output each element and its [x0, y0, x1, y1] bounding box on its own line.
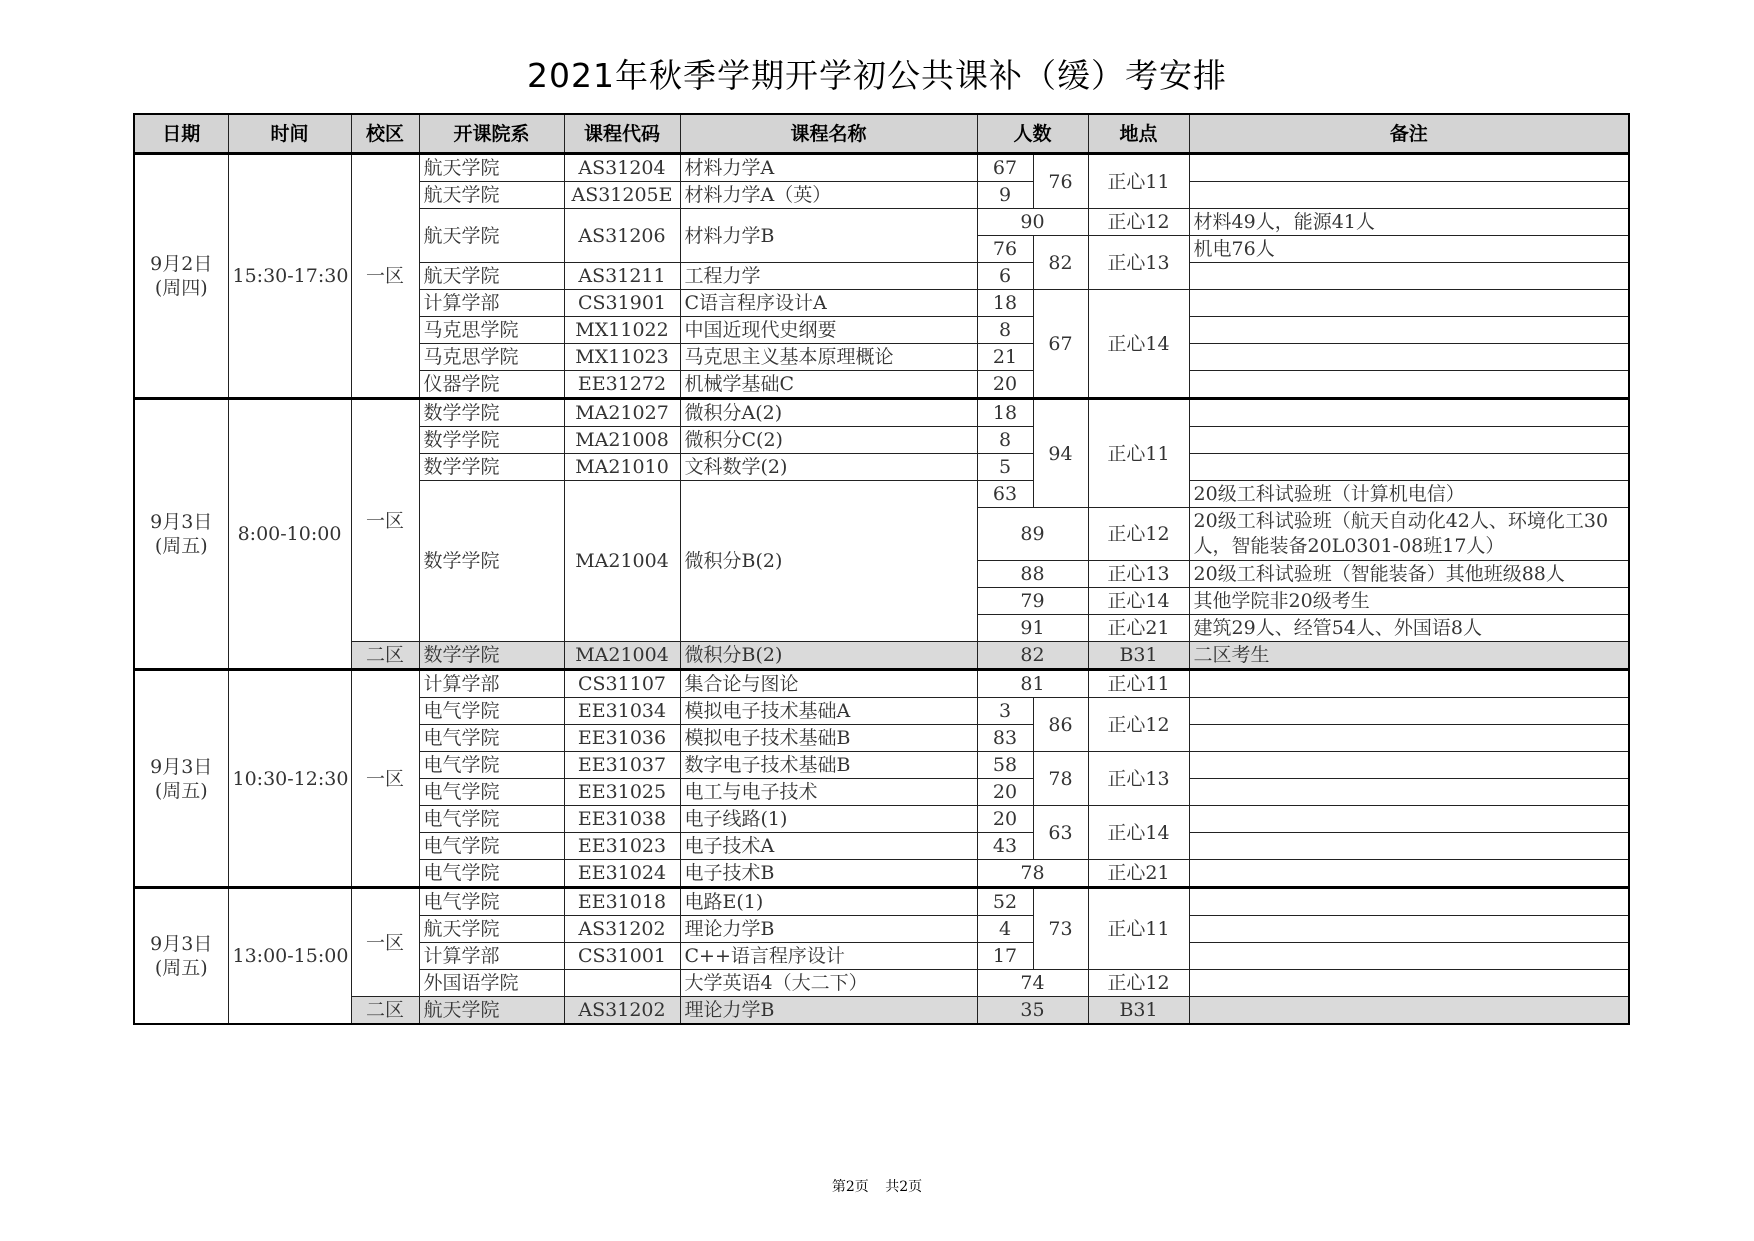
code-cell: MA21027 — [564, 399, 680, 427]
date: 9月3日 — [150, 933, 213, 955]
code-cell: CS31107 — [564, 670, 680, 698]
total-cell: 86 — [1033, 698, 1088, 752]
code-cell — [564, 970, 680, 997]
note-cell — [1189, 833, 1629, 860]
header-dept: 开课院系 — [419, 114, 564, 154]
campus-cell: 一区 — [351, 670, 419, 888]
note-cell: 其他学院非20级考生 — [1189, 588, 1629, 615]
code-cell: AS31202 — [564, 997, 680, 1025]
note-cell — [1189, 427, 1629, 454]
page-number: 第2页 — [831, 1179, 869, 1195]
count-cell: 18 — [977, 290, 1033, 317]
course-cell: 电子技术A — [680, 833, 977, 860]
note-cell — [1189, 888, 1629, 916]
header-code: 课程代码 — [564, 114, 680, 154]
dept-cell: 电气学院 — [419, 698, 564, 725]
course-cell: 模拟电子技术基础A — [680, 698, 977, 725]
table-row — [134, 997, 1629, 1025]
note-cell: 建筑29人、经管54人、外国语8人 — [1189, 615, 1629, 642]
room-cell: 正心13 — [1088, 236, 1189, 290]
campus-cell: 一区 — [351, 399, 419, 642]
room-cell: 正心13 — [1088, 561, 1189, 588]
dept-cell: 电气学院 — [419, 752, 564, 779]
dept-cell: 马克思学院 — [419, 317, 564, 344]
note-cell — [1189, 454, 1629, 481]
weekday: (周五) — [154, 779, 208, 802]
count-cell: 76 — [977, 236, 1033, 263]
course-cell: 材料力学A（英） — [680, 182, 977, 209]
count-cell: 90 — [977, 209, 1088, 236]
header-time: 时间 — [228, 114, 351, 154]
code-cell: MX11023 — [564, 344, 680, 371]
count-cell: 20 — [977, 779, 1033, 806]
code-cell: EE31025 — [564, 779, 680, 806]
room-cell: 正心11 — [1088, 888, 1189, 970]
course-cell: 数字电子技术基础B — [680, 752, 977, 779]
table-row — [134, 399, 1629, 427]
course-cell: 微积分C(2) — [680, 427, 977, 454]
dept-cell: 电气学院 — [419, 888, 564, 916]
count-cell: 63 — [977, 481, 1033, 508]
note-cell: 20级工科试验班（智能装备）其他班级88人 — [1189, 561, 1629, 588]
room-cell: 正心14 — [1088, 290, 1189, 399]
course-cell: 模拟电子技术基础B — [680, 725, 977, 752]
weekday: (周四) — [154, 277, 208, 299]
count-cell: 20 — [977, 806, 1033, 833]
page-total: 共2页 — [885, 1179, 923, 1195]
dept-cell: 计算学部 — [419, 943, 564, 970]
room-cell: 正心12 — [1088, 209, 1189, 236]
total-cell: 78 — [1033, 752, 1088, 806]
code-cell: MX11022 — [564, 317, 680, 344]
note-cell — [1189, 997, 1629, 1025]
course-cell: 电工与电子技术 — [680, 779, 977, 806]
room-cell: 正心21 — [1088, 860, 1189, 888]
room-cell: 正心12 — [1088, 508, 1189, 561]
count-cell: 81 — [977, 670, 1088, 698]
count-cell: 82 — [977, 642, 1088, 670]
exam-schedule-table — [133, 113, 1630, 1025]
dept-cell: 航天学院 — [419, 209, 564, 263]
count-cell: 35 — [977, 997, 1088, 1025]
count-cell: 8 — [977, 317, 1033, 344]
campus-cell: 二区 — [351, 642, 419, 670]
dept-cell: 电气学院 — [419, 779, 564, 806]
time-cell: 10:30-12:30 — [228, 670, 351, 888]
code-cell: AS31204 — [564, 154, 680, 182]
count-cell: 52 — [977, 888, 1033, 916]
note-cell — [1189, 344, 1629, 371]
room-cell: 正心11 — [1088, 670, 1189, 698]
note-cell: 二区考生 — [1189, 642, 1629, 670]
date: 9月3日 — [150, 511, 213, 533]
course-cell: C语言程序设计A — [680, 290, 977, 317]
course-cell: 电路E(1) — [680, 888, 977, 916]
dept-cell: 数学学院 — [419, 642, 564, 670]
course-cell: 材料力学B — [680, 209, 977, 263]
campus-cell: 二区 — [351, 997, 419, 1025]
header-date: 日期 — [134, 114, 228, 154]
note-cell — [1189, 263, 1629, 290]
course-cell: 微积分A(2) — [680, 399, 977, 427]
note-cell: 材料49人，能源41人 — [1189, 209, 1629, 236]
note-cell — [1189, 670, 1629, 698]
code-cell: EE31034 — [564, 698, 680, 725]
note-cell — [1189, 154, 1629, 182]
page-footer — [0, 1176, 1754, 1196]
code-cell: EE31037 — [564, 752, 680, 779]
course-cell: 马克思主义基本原理概论 — [680, 344, 977, 371]
course-cell: 机械学基础C — [680, 371, 977, 399]
date-cell — [134, 154, 228, 399]
weekday: (周五) — [154, 535, 208, 557]
date-cell — [134, 399, 228, 670]
note-cell — [1189, 698, 1629, 725]
note-cell: 机电76人 — [1189, 236, 1629, 263]
count-cell: 18 — [977, 399, 1033, 427]
dept-cell: 外国语学院 — [419, 970, 564, 997]
note-cell — [1189, 371, 1629, 399]
dept-cell: 电气学院 — [419, 725, 564, 752]
dept-cell: 航天学院 — [419, 182, 564, 209]
header-course: 课程名称 — [680, 114, 977, 154]
count-cell: 20 — [977, 371, 1033, 399]
code-cell: EE31024 — [564, 860, 680, 888]
note-cell: 20级工科试验班（航天自动化42人、环境化工30人，智能装备20L0301-08班17人） — [1189, 508, 1629, 561]
count-cell: 89 — [977, 508, 1088, 561]
code-cell: CS31001 — [564, 943, 680, 970]
header-room: 地点 — [1088, 114, 1189, 154]
dept-cell: 仪器学院 — [419, 371, 564, 399]
code-cell: EE31023 — [564, 833, 680, 860]
note-cell — [1189, 752, 1629, 779]
header-count: 人数 — [977, 114, 1088, 154]
room-cell: 正心21 — [1088, 615, 1189, 642]
code-cell: AS31202 — [564, 916, 680, 943]
header-note: 备注 — [1189, 114, 1629, 154]
dept-cell: 数学学院 — [419, 454, 564, 481]
course-cell: 微积分B(2) — [680, 481, 977, 642]
room-cell: 正心12 — [1088, 698, 1189, 752]
note-cell — [1189, 970, 1629, 997]
header-campus: 校区 — [351, 114, 419, 154]
date: 9月2日 — [150, 253, 213, 275]
note-cell — [1189, 806, 1629, 833]
room-cell: 正心14 — [1088, 806, 1189, 860]
count-cell: 6 — [977, 263, 1033, 290]
count-cell: 5 — [977, 454, 1033, 481]
count-cell: 91 — [977, 615, 1088, 642]
time-cell: 13:00-15:00 — [228, 888, 351, 1025]
room-cell: B31 — [1088, 997, 1189, 1025]
dept-cell: 航天学院 — [419, 263, 564, 290]
course-cell: 材料力学A — [680, 154, 977, 182]
dept-cell: 马克思学院 — [419, 344, 564, 371]
code-cell: AS31206 — [564, 209, 680, 263]
course-cell: 理论力学B — [680, 997, 977, 1025]
total-cell: 73 — [1033, 888, 1088, 970]
note-cell — [1189, 399, 1629, 427]
course-cell: 中国近现代史纲要 — [680, 317, 977, 344]
room-cell: 正心11 — [1088, 399, 1189, 508]
count-cell: 83 — [977, 725, 1033, 752]
note-cell — [1189, 290, 1629, 317]
total-cell: 94 — [1033, 399, 1088, 508]
note-cell — [1189, 317, 1629, 344]
time-cell: 15:30-17:30 — [228, 154, 351, 399]
count-cell: 17 — [977, 943, 1033, 970]
dept-cell: 电气学院 — [419, 860, 564, 888]
count-cell: 3 — [977, 698, 1033, 725]
code-cell: AS31211 — [564, 263, 680, 290]
code-cell: MA21008 — [564, 427, 680, 454]
total-cell: 82 — [1033, 236, 1088, 290]
dept-cell: 数学学院 — [419, 481, 564, 642]
code-cell: EE31036 — [564, 725, 680, 752]
note-cell — [1189, 916, 1629, 943]
course-cell: 电子线路(1) — [680, 806, 977, 833]
weekday: (周五) — [154, 957, 208, 979]
count-cell: 58 — [977, 752, 1033, 779]
code-cell: AS31205E — [564, 182, 680, 209]
course-cell: 微积分B(2) — [680, 642, 977, 670]
code-cell: MA21004 — [564, 642, 680, 670]
room-cell: 正心12 — [1088, 970, 1189, 997]
table-row — [134, 888, 1629, 916]
date: 9月3日 — [150, 755, 213, 778]
code-cell: CS31901 — [564, 290, 680, 317]
room-cell: B31 — [1088, 642, 1189, 670]
note-cell: 20级工科试验班（计算机电信） — [1189, 481, 1629, 508]
code-cell: EE31272 — [564, 371, 680, 399]
total-cell: 67 — [1033, 290, 1088, 399]
count-cell: 79 — [977, 588, 1088, 615]
dept-cell: 电气学院 — [419, 806, 564, 833]
total-cell: 63 — [1033, 806, 1088, 860]
code-cell: MA21010 — [564, 454, 680, 481]
campus-cell: 一区 — [351, 888, 419, 997]
count-cell: 88 — [977, 561, 1088, 588]
count-cell: 9 — [977, 182, 1033, 209]
dept-cell: 电气学院 — [419, 833, 564, 860]
count-cell: 74 — [977, 970, 1088, 997]
course-cell: 电子技术B — [680, 860, 977, 888]
room-cell: 正心13 — [1088, 752, 1189, 806]
code-cell: EE31038 — [564, 806, 680, 833]
course-cell: 文科数学(2) — [680, 454, 977, 481]
code-cell: EE31018 — [564, 888, 680, 916]
table-row — [134, 670, 1629, 698]
page-title: 2021年秋季学期开学初公共课补（缓）考安排 — [527, 56, 1227, 95]
note-cell — [1189, 725, 1629, 752]
count-cell: 67 — [977, 154, 1033, 182]
note-cell — [1189, 779, 1629, 806]
code-cell: MA21004 — [564, 481, 680, 642]
count-cell: 8 — [977, 427, 1033, 454]
campus-cell: 一区 — [351, 154, 419, 399]
room-cell: 正心11 — [1088, 154, 1189, 209]
note-cell — [1189, 943, 1629, 970]
dept-cell: 航天学院 — [419, 997, 564, 1025]
table-row — [134, 154, 1629, 182]
count-cell: 78 — [977, 860, 1088, 888]
course-cell: 工程力学 — [680, 263, 977, 290]
count-cell: 43 — [977, 833, 1033, 860]
dept-cell: 航天学院 — [419, 154, 564, 182]
note-cell — [1189, 860, 1629, 888]
dept-cell: 计算学部 — [419, 290, 564, 317]
course-cell: 理论力学B — [680, 916, 977, 943]
table-row — [134, 642, 1629, 670]
count-cell: 4 — [977, 916, 1033, 943]
course-cell: 大学英语4（大二下） — [680, 970, 977, 997]
course-cell: C++语言程序设计 — [680, 943, 977, 970]
header-row — [134, 114, 1629, 154]
dept-cell: 计算学部 — [419, 670, 564, 698]
course-cell: 集合论与图论 — [680, 670, 977, 698]
dept-cell: 航天学院 — [419, 916, 564, 943]
dept-cell: 数学学院 — [419, 399, 564, 427]
time-cell: 8:00-10:00 — [228, 399, 351, 670]
date-cell — [134, 888, 228, 1025]
room-cell: 正心14 — [1088, 588, 1189, 615]
dept-cell: 数学学院 — [419, 427, 564, 454]
total-cell: 76 — [1033, 154, 1088, 209]
count-cell: 21 — [977, 344, 1033, 371]
note-cell — [1189, 182, 1629, 209]
date-cell — [134, 670, 228, 888]
